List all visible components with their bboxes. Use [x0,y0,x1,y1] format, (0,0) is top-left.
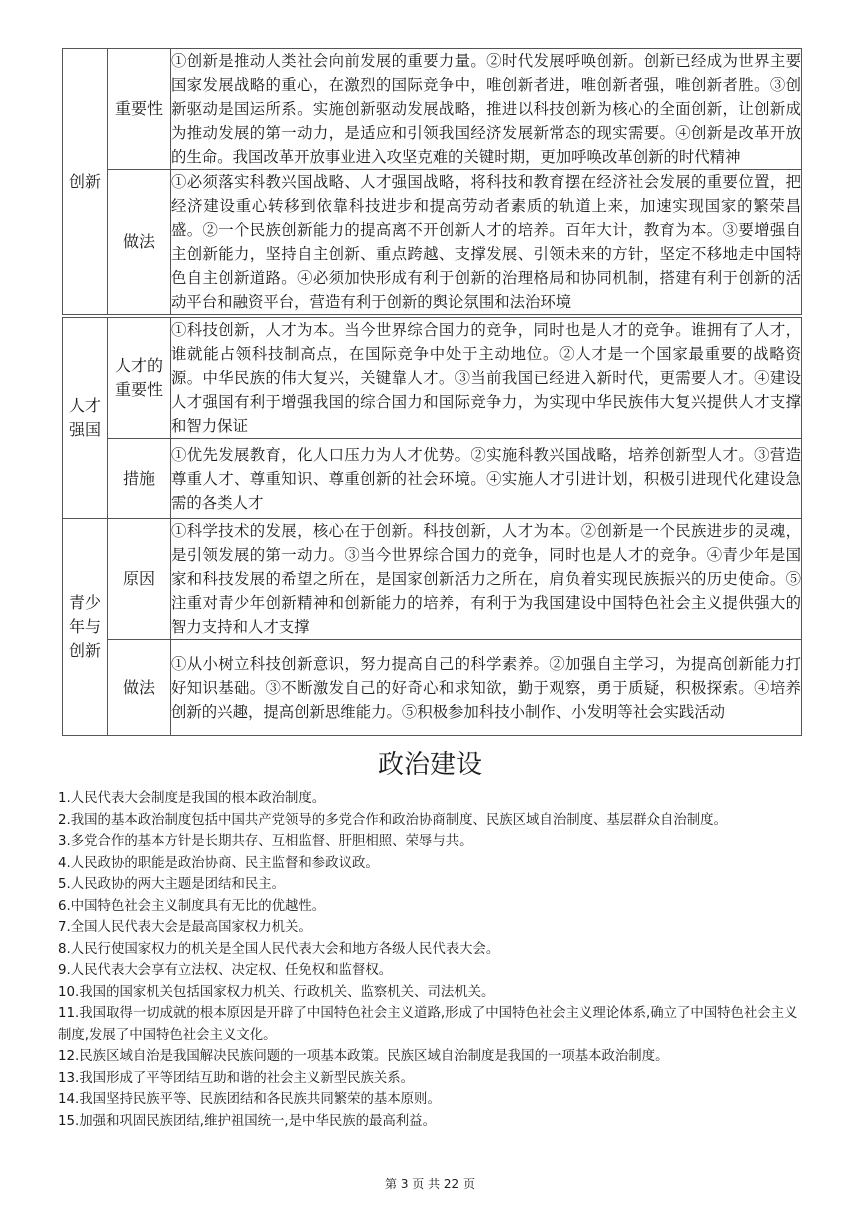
content-cell: ①科学技术的发展，核心在于创新。科技创新，人才为本。②创新是一个民族进步的灵魂，是引领发展的第一动力。③当今世界综合国力的竞争，同时也是人才的竞争。④青少年是国家和科技发展的希望之所在，是国家创新活力之所在，肩负着实现民族振兴的历史使命。⑤注重对青少年创新精神和创新能力的培养，有利于为我国建设中国特色社会主义提供强大的智力支持和人才支撑 [171,519,802,640]
content-cell: ①必须落实科教兴国战略、人才强国战略，将科技和教育摆在经济社会发展的重要位置，把经济建设重心转移到依靠科技进步和提高劳动者素质的轨道上来，加速实现国家的繁荣昌盛。②一个民族创新能力的提高离不开创新人才的培养。百年大计，教育为本。③要增强自主创新能力，坚持自主创新、重点跨越、支撑发展、引领未来的方针，坚定不移地走中国特色自主创新道路。④必须加快形成有利于创新的治理格局和协同机制，搭建有利于创新的活动平台和融资平台，营造有利于创新的舆论氛围和法治环境 [171,170,802,315]
list-item: 2.我国的基本政治制度包括中国共产党领导的多党合作和政治协商制度、民族区域自治制度、基层群众自治制度。 [58,812,727,828]
content-cell: ①科技创新，人才为本。当今世界综合国力的竞争，同时也是人才的竞争。谁拥有了人才，谁就能占领科技制高点，在国际竞争中处于主动地位。②人才是一个国家最重要的战略资源。中华民族的伟大复兴，关键靠人才。③当前我国已经进入新时代，更需要人才。④建设人才强国有利于增强我国的综合国力和国际竞争力，为实现中华民族伟大复兴提供人才支撑和智力保证 [171,318,802,439]
list-item: 12.民族区域自治是我国解决民族问题的一项基本政策。民族区域自治制度是我国的一项基本政治制度。 [58,1049,669,1064]
content-cell: ①创新是推动人类社会向前发展的重要力量。②时代发展呼唤创新。创新已经成为世界主要国家发展战略的重心，在激烈的国际竞争中，唯创新者进，唯创新者强，唯创新者胜。③创新驱动是国运所系。实施创新驱动发展战略，推进以科技创新为核心的全面创新，让创新成为推动发展的第一动力，是适应和引领我国经济发展新常态的现实需要。④创新是改革开放的生命。我国改革开放事业进入攻坚克难的关键时期，更加呼唤改革创新的时代精神 [171,49,802,170]
table-row [63,640,802,736]
subcategory-cell: 措施 [108,439,171,519]
category-cell: 创新 [63,49,108,315]
table-row [63,170,802,315]
category-cell: 青少年与创新 [63,519,108,736]
page-number: 第 3 页 共 22 页 [385,1177,475,1191]
list-item: 6.中国特色社会主义制度具有无比的优越性。 [58,898,326,914]
table-row [63,49,802,170]
list-item: 10.我国的国家机关包括国家权力机关、行政机关、监察机关、司法机关。 [58,984,495,1000]
list-item: 1.人民代表大会制度是我国的根本政治制度。 [58,791,326,806]
subcategory-cell: 做法 [108,170,171,315]
innovation-table [62,48,802,315]
content-cell: ①从小树立科技创新意识，努力提高自己的科学素养。②加强自主学习，为提高创新能力打好知识基础。③不断激发自己的好奇心和求知欲，勤于观察，勇于质疑，积极探索。④培养创新的兴趣，提高创新思维能力。⑤积极参加科技小制作、小发明等社会实践活动 [171,640,802,736]
list-item: 11.我国取得一切成就的根本原因是开辟了中国特色社会主义道路,形成了中国特色社会主义理论体系,确立了中国特色社会主义制度,发展了中国特色社会主义文化。 [58,1006,798,1043]
politics-list [58,788,803,1132]
subcategory-cell: 做法 [108,640,171,736]
subcategory-cell: 原因 [108,519,171,640]
table-row [63,318,802,439]
list-item: 9.人民代表大会享有立法权、决定权、任免权和监督权。 [58,963,393,978]
section-title: 政治建设 [377,750,482,780]
table-row [63,439,802,519]
list-item: 5.人民政协的两大主题是团结和民主。 [58,877,286,892]
table-row [63,519,802,640]
list-item: 3.多党合作的基本方针是长期共存、互相监督、肝胆相照、荣辱与共。 [58,834,473,849]
subcategory-cell: 人才的重要性 [108,318,171,439]
subcategory-cell: 重要性 [108,49,171,170]
list-item: 14.我国坚持民族平等、民族团结和各民族共同繁荣的基本原则。 [58,1092,441,1107]
list-item: 8.人民行使国家权力的机关是全国人民代表大会和地方各级人民代表大会。 [58,941,500,957]
list-item: 13.我国形成了平等团结互助和谐的社会主义新型民族关系。 [58,1070,415,1086]
list-item: 7.全国人民代表大会是最高国家权力机关。 [58,920,312,935]
list-item: 15.加强和巩固民族团结,维护祖国统一,是中华民族的最高利益。 [58,1113,436,1129]
content-cell: ①优先发展教育，化人口压力为人才优势。②实施科教兴国战略，培养创新型人才。③营造尊重人才、尊重知识、尊重创新的社会环境。④实施人才引进计划，积极引进现代化建设急需的各类人才 [171,439,802,519]
list-item: 4.人民政协的职能是政治协商、民主监督和参政议政。 [58,855,379,871]
talent-youth-table [62,317,802,736]
category-cell: 人才强国 [63,318,108,519]
